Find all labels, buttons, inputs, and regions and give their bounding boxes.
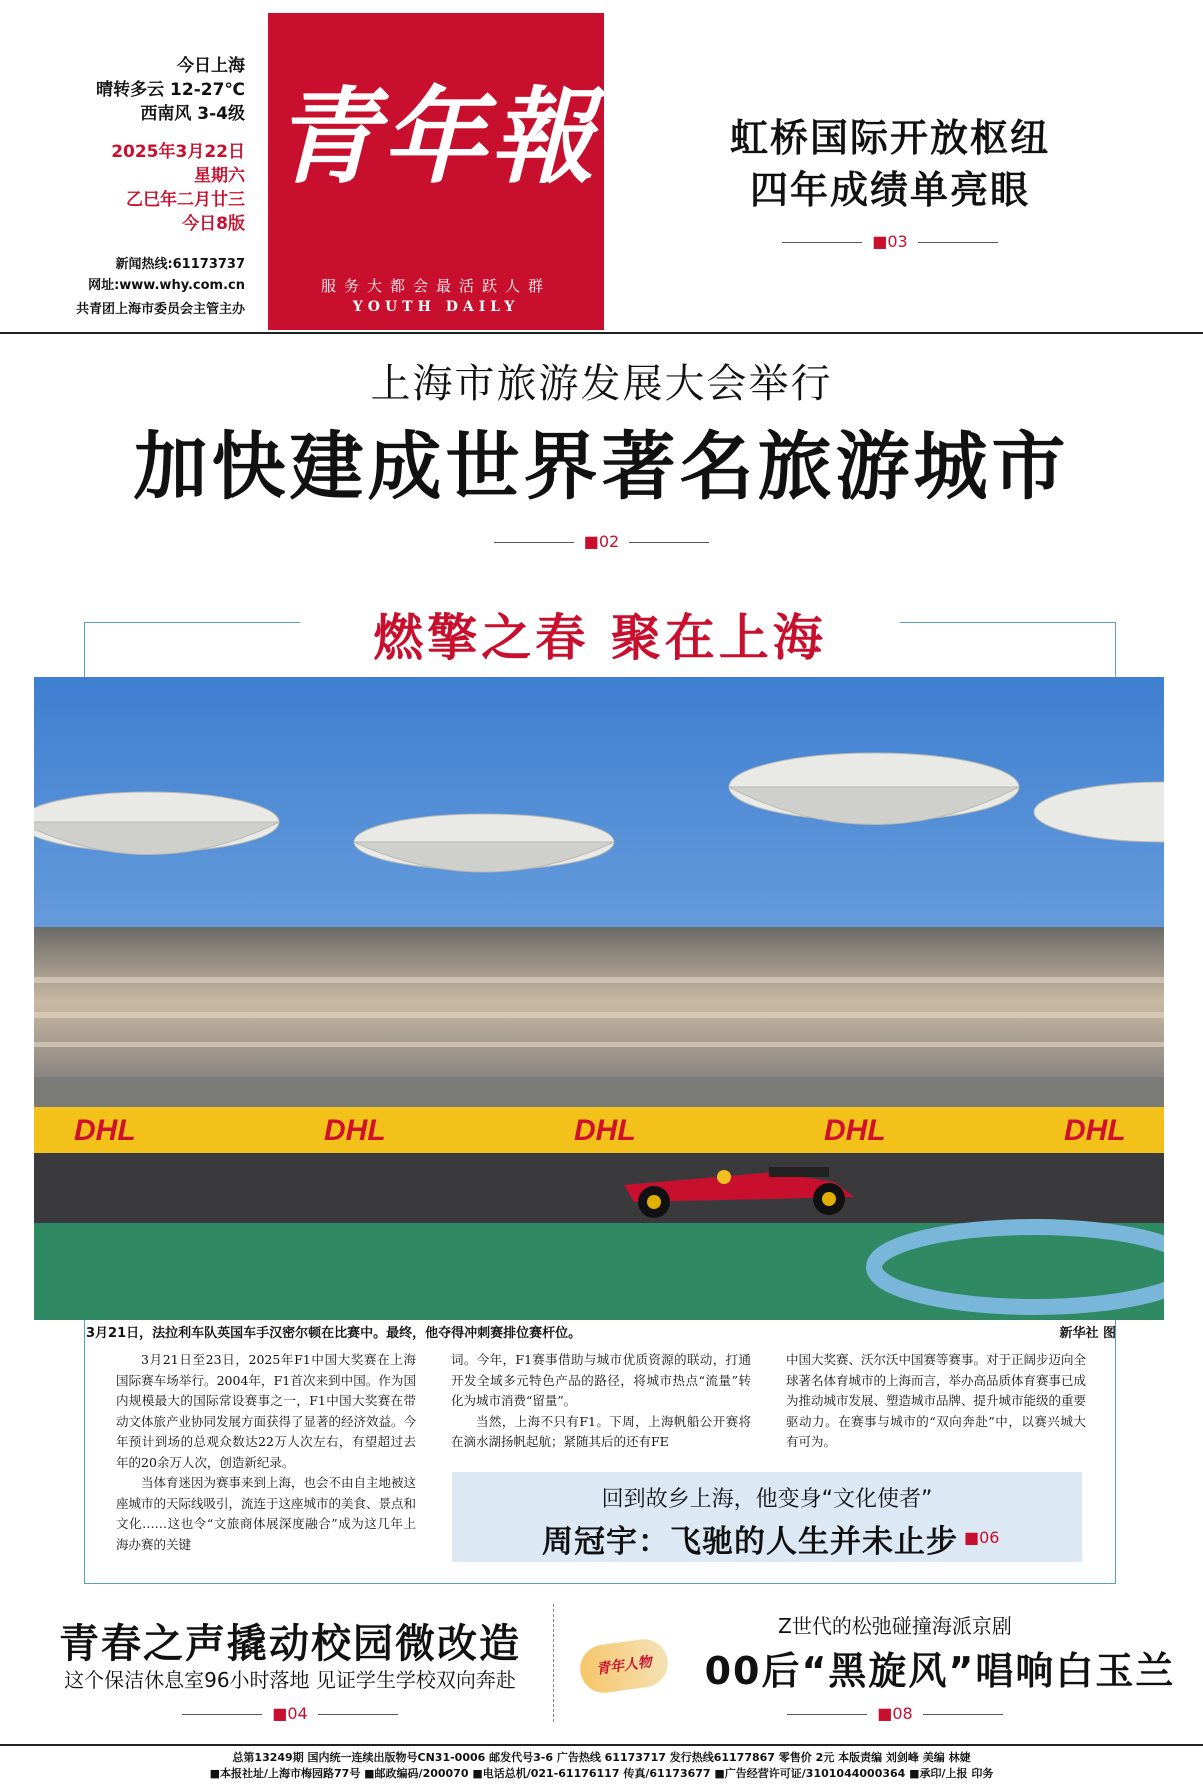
- divider: [923, 1714, 1003, 1715]
- weather-label: 今日上海: [177, 56, 245, 76]
- footer-line-1: 总第13249期 国内统一连续出版物号CN31-0006 邮发代号3-6 广告热线 61173717 发行热线61177867 零售价 2元 本版责编 刘剑峰 美编 林婕: [232, 1751, 971, 1764]
- divider: [629, 542, 709, 543]
- issue-date: 2025年3月22日: [111, 142, 245, 162]
- bottom-left-page-ref[interactable]: [40, 1704, 540, 1723]
- divider: [787, 1714, 867, 1715]
- website[interactable]: 网址:www.why.com.cn: [88, 278, 245, 293]
- divider: [318, 1714, 398, 1715]
- lead-page-ref[interactable]: [0, 532, 1203, 551]
- f1-race-photo: [34, 677, 1164, 1320]
- dhl-logo-1: DHL: [74, 1114, 136, 1147]
- masthead-logo[interactable]: [268, 13, 604, 330]
- lead-subhead: 上海市旅游发展大会举行: [370, 361, 833, 407]
- divider: [182, 1714, 262, 1715]
- article-paragraph: 词。今年，F1赛事借助与城市优质资源的联动，打通开发全域多元特色产品的路径，将城市热点“流量”转化为城市消费“留量”。: [451, 1352, 751, 1408]
- race-track: [34, 1153, 1164, 1223]
- logo-english: YOUTH DAILY: [352, 299, 520, 315]
- footer-line-2: ■本报社址/上海市梅园路77号 ■邮政编码/200070 ■电话总机/021-61176117 传真/61173677 ■广告经营许可证/3101044000364 ■承印/上报 印务: [209, 1767, 994, 1780]
- dhl-logo-2: DHL: [324, 1114, 386, 1147]
- crowd-stands: [34, 927, 1164, 1077]
- promo-page-ref: ■06: [964, 1528, 1000, 1547]
- logo-slogan: 服务大都会最活跃人群: [320, 277, 551, 295]
- article-paragraph: 当体育迷因为赛事来到上海，也会不由自主地被这座城市的天际线吸引，流连于这座城市的美食、景点和文化……这也令“文旅商体展深度融合”成为这几年上海办赛的关键: [116, 1475, 417, 1552]
- divider: [494, 542, 574, 543]
- promo-subtitle: 回到故乡上海，他变身“文化使者”: [601, 1487, 933, 1512]
- article-paragraph: 当然，上海不只有F1。下周，上海帆船公开赛将在滴水湖扬帆起航；紧随其后的还有FE: [451, 1413, 751, 1449]
- article-paragraph: 中国大奖赛、沃尔沃中国赛等赛事。对于正阔步迈向全球著名体育城市的上海而言，举办高品质体育赛事已成为推动城市发展、塑造城市品牌、提升城市能级的重要驱动力。在赛事与城市的“双向奔赴”中，以赛兴城大有可为。: [786, 1352, 1087, 1449]
- feature-photo: [34, 677, 1164, 1320]
- bottom-right-title[interactable]: 00后“黑旋风”唱响白玉兰: [704, 1649, 1176, 1693]
- bottom-divider: [553, 1604, 554, 1722]
- sponsor-line: 共青团上海市委员会主管主办: [75, 302, 245, 317]
- top-story[interactable]: [640, 112, 1140, 216]
- footer: [0, 1744, 1203, 1782]
- feature-title: 燃擎之春 聚在上海: [300, 598, 900, 670]
- article-paragraph: 3月21日至23日，2025年F1中国大奖赛在上海国际赛车场举行。2004年，F1首次来到中国。作为国内规模最大的国际常设赛事之一，F1中国大奖赛在带动文体旅产业协同发展方面获得了显著的经济效益。今年预计到场的总观众数达22万人次左右，有望超过去年的20余万人次，创造新纪录。: [116, 1352, 417, 1470]
- page-ref-label: ■08: [877, 1704, 913, 1723]
- article-col-3: [786, 1350, 1086, 1453]
- issue-page-count: 今日8版: [182, 214, 245, 234]
- issue-lunar-date: 乙巳年二月廿三: [126, 190, 245, 210]
- news-hotline: 新闻热线:61173737: [115, 257, 245, 272]
- divider: [782, 242, 862, 243]
- issue-weekday: 星期六: [194, 166, 245, 186]
- promo-box[interactable]: [452, 1472, 1082, 1562]
- top-story-title-line2: 四年成绩单亮眼: [749, 168, 1030, 212]
- youth-figure-tag: 青年人物: [577, 1636, 671, 1696]
- bottom-left-subtitle: 这个保洁休息室96小时落地 见证学生学校双向奔赴: [64, 1668, 516, 1692]
- caption-text: 3月21日，法拉利车队英国车手汉密尔顿在比赛中。最终，他夺得冲刺赛排位赛杆位。: [86, 1326, 582, 1341]
- promo-title: 周冠宇：飞驰的人生并未止步: [542, 1524, 958, 1560]
- logo-title: 青年報: [273, 75, 598, 198]
- article-col-1: [116, 1350, 416, 1555]
- bottom-right-page-ref[interactable]: [660, 1704, 1130, 1723]
- weather-wind: 西南风 3-4级: [140, 104, 245, 124]
- weather-temp: 晴转多云 12-27℃: [96, 80, 245, 100]
- photo-credit: 新华社 图: [1059, 1326, 1116, 1341]
- bottom-right-subtitle: Z世代的松弛碰撞海派京剧: [778, 1614, 1012, 1638]
- top-story-title-line1: 虹桥国际开放枢纽: [729, 116, 1050, 160]
- issue-dates: [40, 140, 245, 236]
- page-ref-label: ■04: [272, 1704, 308, 1723]
- article-col-2: [451, 1350, 751, 1453]
- page-ref-label: ■03: [872, 232, 908, 251]
- weather-box: [40, 54, 245, 126]
- lead-headline[interactable]: 加快建成世界著名旅游城市: [133, 424, 1070, 510]
- masthead-rule: [0, 332, 1203, 334]
- divider: [918, 242, 998, 243]
- top-story-page-ref[interactable]: [640, 232, 1140, 251]
- bottom-left-title[interactable]: 青春之声撬动校园微改造: [59, 1621, 521, 1667]
- photo-caption: [86, 1322, 1116, 1341]
- dhl-logo-5: DHL: [1064, 1114, 1126, 1147]
- dhl-logo-3: DHL: [574, 1114, 636, 1147]
- contact-box: [40, 254, 245, 296]
- page-ref-label: ■02: [583, 532, 620, 551]
- dhl-logo-4: DHL: [824, 1114, 886, 1147]
